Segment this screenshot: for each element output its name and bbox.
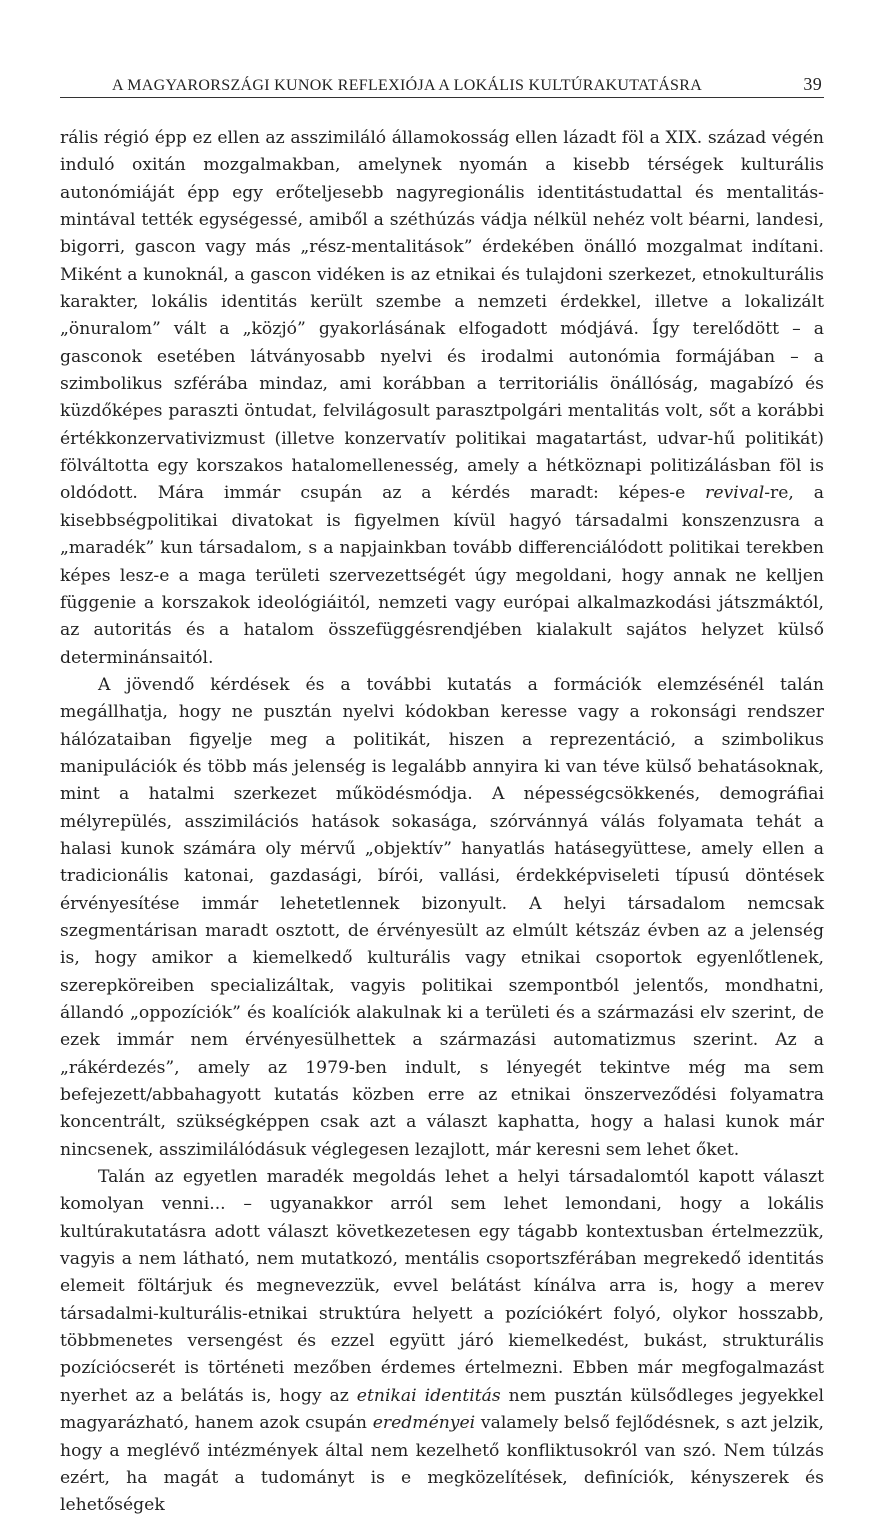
body-text (60, 125, 824, 1520)
italic-term-etnikai-identitas: etnikai identitás (356, 1385, 501, 1406)
paragraph-1-text-b: -re, a kisebbségpolitikai divatokat is figyelmen kívül hagyó társadalmi konszenzusra a „maradék” kun társadalom, s a napjainkban tovább differenciálódott politikai terekben képes lesz-e a maga területi szervezettségét úgy megoldani, hogy annak ne kelljen függenie a korszakok ideológiáitól, nemzeti vagy európai alkalmazkodási játszmáktól, az autoritás és a hatalom összefüggésrendjében kialakult sajátos helyzet külső determinánsaitól. (60, 483, 824, 668)
page-number: 39 (803, 74, 822, 94)
italic-term-revival: revival (705, 483, 765, 504)
running-header (60, 68, 824, 98)
paragraph-2: A jövendő kérdések és a további kutatás a formációk elemzésénél talán megállhatja, hogy ne pusztán nyelvi kódokban keresse vagy a rokonsági rendszer hálózataiban figyelje meg a politikát, hiszen a reprezentáció, a szimbolikus manipulációk és több más jelenség is legalább annyira ki van téve külső behatásoknak, mint a hatalmi szerkezet működésmódja. A népességcsökkenés, demográfiai mélyrepülés, asszimilációs hatások sokasága, szórvánnyá válás folyamata tehát a halasi kunok számára oly mérvű „objektív” hanyatlás hatásegyüttese, amely ellen a tradicionális katonai, gazdasági, bírói, vallási, érdekképviseleti típusú döntések érvényesítése immár lehetetlennek bizonyult. A helyi társadalom nemcsak szegmentárisan maradt osztott, de érvényesült az elmúlt kétszáz évben az a jelenség is, hogy amikor a kiemelkedő kulturális vagy etnikai csoportok egyenlőtlenek, szerepköreiben specializáltak, vagyis politikai szempontból jelentős, mondhatni, állandó „oppozíciók” és koalíciók alakulnak ki a területi és a származási elv szerint, de ezek immár nem érvényesülhettek a származási automatizmus szerint. Az a „rákérdezés”, amely az 1979-ben indult, s lényegét tekintve még ma sem befejezett/abbahagyott kutatás közben erre az etnikai önszerveződési folyamatra koncentrált, szükségképpen csak azt a választ kaphatta, hogy a halasi kunok már nincsenek, asszimilálódásuk véglegesen lezajlott, már keresni sem lehet őket. (60, 674, 824, 1160)
running-title: A MAGYARORSZÁGI KUNOK REFLEXIÓJA A LOKÁLIS KULTÚRAKUTATÁSRA (112, 77, 703, 94)
paragraph-3-text-c: valamely belső fejlődésnek, s azt jelzik, hogy a meglévő intézmények által nem kezelhető konfliktusokról van szó. Nem túlzás ezért, ha magát a tudományt is e megközelítések, definíciók, kényszerek és lehetőségek (60, 1413, 824, 1516)
italic-term-eredmenyei: eredményei (372, 1413, 476, 1434)
paragraph-1 (60, 125, 824, 672)
paragraph-3-text-b: nem pusztán külsődleges jegyekkel magyarázható, hanem azok csupán (60, 1385, 825, 1434)
paragraph-1-text-a: rális régió épp ez ellen az asszimiláló államokosság ellen lázadt föl a XIX. század végén induló oxitán mozgalmakban, amelynek nyomán a kisebb térségek kulturális autonómiáját épp egy erőteljesebb nagyregionális identitástudattal és mentalitás-mintával tették egységessé, amiből a széthúzás vádja nélkül nehéz volt béarni, landesi, bigorri, gascon vagy más „rész-mentalitások” érdekében önálló mozgalmat indítani. Miként a kunoknál, a gascon vidéken is az etnikai és tulajdoni szerkezet, etnokulturális karakter, lokális identitás került szembe a nemzeti érdekkel, illetve a lokalizált „önuralom” vált a „közjó” gyakorlásának elfogadott módjává. Így terelődött – a gasconok esetében látványosabb nyelvi és irodalmi autonómia formájában – a szimbolikus szférába mindaz, ami korábban a territoriális önállóság, magabízó és küzdőképes paraszti öntudat, felvilágosult parasztpolgári mentalitás volt, sőt a korábbi értékkonzervativizmust (illetve konzervatív politikai magatartást, udvar-hű politikát) fölváltotta egy korszakos hatalomellenesség, amely a hétköznapi politizálásban föl is oldódott. Mára immár csupán az a kérdés maradt: képes-e (60, 128, 824, 504)
paragraph-3-text-a: Talán az egyetlen maradék megoldás lehet a helyi társadalomtól kapott választ komolyan venni... – ugyanakkor arról sem lehet lemondani, hogy a lokális kultúrakutatásra adott választ következetesen egy tágabb kontextusban értelmezzük, vagyis a nem látható, nem mutatkozó, mentális csoportszférában megrekedő identitás elemeit föltárjuk és megnevezzük, evvel belátást kínálva arra is, hogy a merev társadalmi-kulturális-etnikai struktúra helyett a pozíciókért folyó, olykor hosszabb, többmenetes versengést és ezzel együtt járó kiemelkedést, bukást, strukturális pozíciócserét is történeti mezőben érdemes értelmezni. Ebben már megfogalmazást nyerhet az a belátás is, hogy az (60, 1167, 824, 1406)
book-page (60, 68, 824, 1520)
paragraph-3 (60, 1164, 824, 1519)
